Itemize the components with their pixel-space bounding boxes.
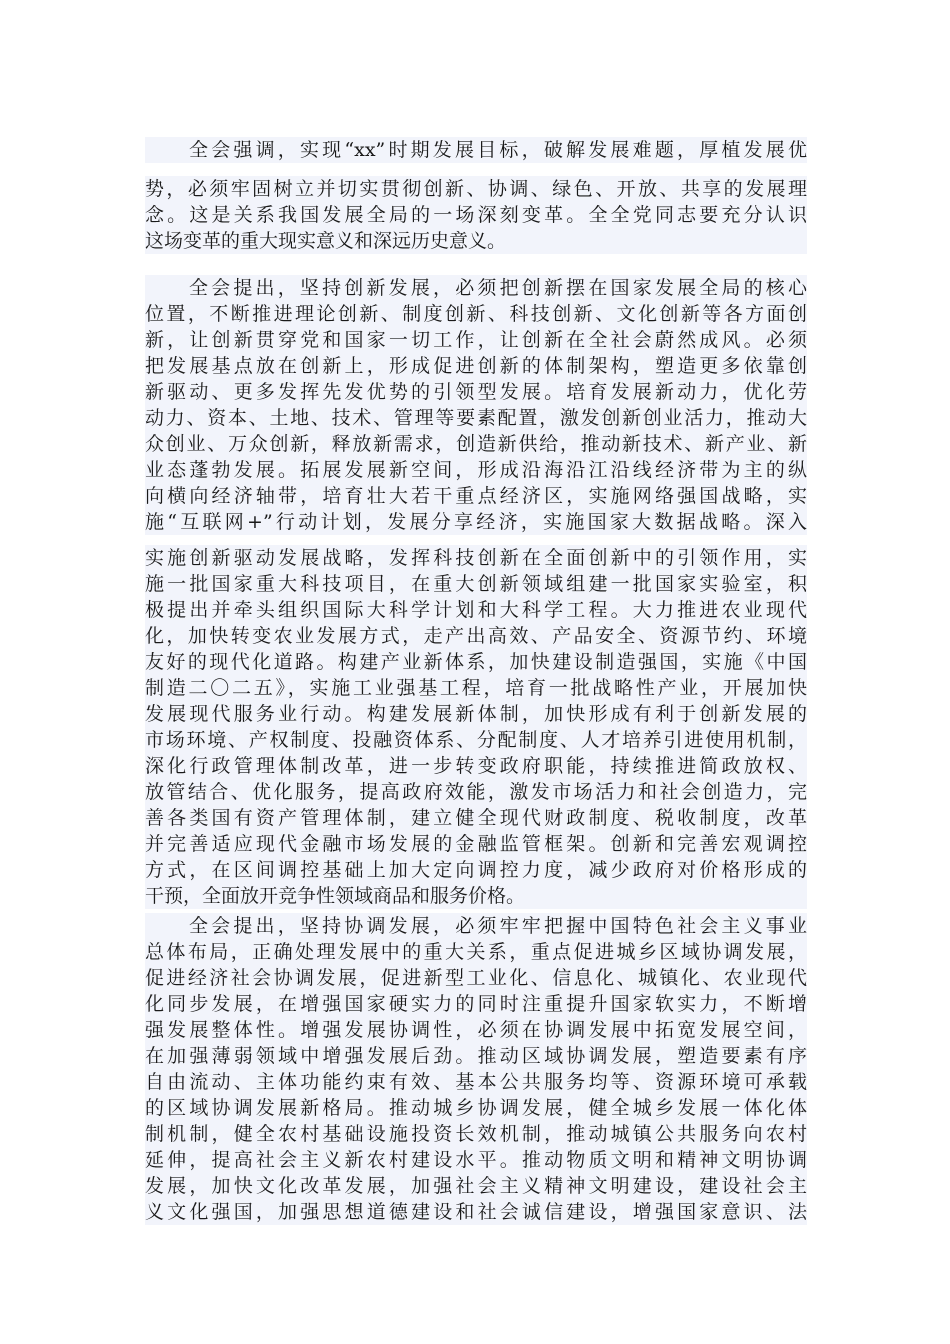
paragraph-line: 全会提出，坚持创新发展，必须把创新摆在国家发展全局的核心	[189, 277, 807, 299]
paragraph-line: 把发展基点放在创新上，形成促进创新的体制架构，塑造更多依靠创	[145, 355, 807, 377]
paragraph-line: 向横向经济轴带，培育壮大若干重点经济区，实施网络强国战略，实	[145, 485, 807, 507]
paragraph-line: 放管结合、优化服务，提高政府效能，激发市场活力和社会创造力，完	[145, 781, 807, 803]
paragraph-line: 新驱动、更多发挥先发优势的引领型发展。培育发展新动力，优化劳	[145, 381, 807, 403]
paragraph-line: 化，加快转变农业发展方式，走产出高效、产品安全、资源节约、环境	[145, 625, 807, 647]
paragraph-line: 总体布局，正确处理发展中的重大关系，重点促进城乡区域协调发展，	[145, 941, 807, 963]
paragraph-2-continued	[145, 545, 807, 909]
paragraph-line: 制造二〇二五》，实施工业强基工程，培育一批战略性产业，开展加快	[145, 677, 807, 699]
paragraph-2	[145, 275, 807, 509]
paragraph-line: 众创业、万众创新，释放新需求，创造新供给，推动新技术、新产业、新	[145, 433, 807, 455]
paragraph-line: 全会强调，实现“xx”时期发展目标，破解发展难题，厚植发展优	[189, 139, 807, 161]
paragraph-1	[145, 137, 807, 163]
paragraph-line: 深化行政管理体制改革，进一步转变政府职能，持续推进简政放权、	[145, 755, 807, 777]
paragraph-line: 义文化强国，加强思想道德建设和社会诚信建设，增强国家意识、法	[145, 1201, 807, 1223]
paragraph-line: 自由流动、主体功能约束有效、基本公共服务均等、资源环境可承载	[145, 1071, 807, 1093]
paragraph-line: 化同步发展，在增强国家硬实力的同时注重提升国家软实力，不断增	[145, 993, 807, 1015]
paragraph-line: 极提出并牵头组织国际大科学计划和大科学工程。大力推进农业现代	[145, 599, 807, 621]
paragraph-1-continued	[145, 176, 807, 254]
paragraph-line: 新，让创新贯穿党和国家一切工作，让创新在全社会蔚然成风。必须	[145, 329, 807, 351]
paragraph-line: 发展，加快文化改革发展，加强社会主义精神文明建设，建设社会主	[145, 1175, 807, 1197]
paragraph-line: 念。这是关系我国发展全局的一场深刻变革。全全党同志要充分认识	[145, 204, 807, 226]
paragraph-line: 全会提出，坚持协调发展，必须牢牢把握中国特色社会主义事业	[189, 915, 807, 937]
paragraph-line: 强发展整体性。增强发展协调性，必须在协调发展中拓宽发展空间，	[145, 1019, 807, 1041]
paragraph-2-line	[145, 509, 807, 535]
paragraph-line: 干预，全面放开竞争性领域商品和服务价格。	[145, 885, 526, 907]
paragraph-3	[145, 913, 807, 1225]
paragraph-line: 友好的现代化道路。构建产业新体系，加快建设制造强国，实施《中国	[145, 651, 807, 673]
paragraph-line: 善各类国有资产管理体制，建立健全现代财政制度、税收制度，改革	[145, 807, 807, 829]
paragraph-line: 发展现代服务业行动。构建发展新体制，加快形成有利于创新发展的	[145, 703, 807, 725]
paragraph-line: 位置，不断推进理论创新、制度创新、科技创新、文化创新等各方面创	[145, 303, 807, 325]
paragraph-line: 方式，在区间调控基础上加大定向调控力度，减少政府对价格形成的	[145, 859, 807, 881]
paragraph-line: 促进经济社会协调发展，促进新型工业化、信息化、城镇化、农业现代	[145, 967, 807, 989]
paragraph-line: 施“互联网+”行动计划，发展分享经济，实施国家大数据战略。深入	[145, 511, 807, 533]
paragraph-line: 制机制，健全农村基础设施投资长效机制，推动城镇公共服务向农村	[145, 1123, 807, 1145]
paragraph-line: 实施创新驱动发展战略，发挥科技创新在全面创新中的引领作用，实	[145, 547, 807, 569]
paragraph-line: 延伸，提高社会主义新农村建设水平。推动物质文明和精神文明协调	[145, 1149, 807, 1171]
paragraph-line: 这场变革的重大现实意义和深远历史意义。	[145, 230, 507, 252]
paragraph-line: 的区域协调发展新格局。推动城乡协调发展，健全城乡发展一体化体	[145, 1097, 807, 1119]
paragraph-line: 在加强薄弱领域中增强发展后劲。推动区域协调发展，塑造要素有序	[145, 1045, 807, 1067]
paragraph-line: 并完善适应现代金融市场发展的金融监管框架。创新和完善宏观调控	[145, 833, 807, 855]
paragraph-line: 市场环境、产权制度、投融资体系、分配制度、人才培养引进使用机制，	[145, 729, 807, 751]
paragraph-line: 动力、资本、土地、技术、管理等要素配置，激发创新创业活力，推动大	[145, 407, 807, 429]
paragraph-line: 业态蓬勃发展。拓展发展新空间，形成沿海沿江沿线经济带为主的纵	[145, 459, 807, 481]
paragraph-line: 施一批国家重大科技项目，在重大创新领域组建一批国家实验室，积	[145, 573, 807, 595]
paragraph-line: 势，必须牢固树立并切实贯彻创新、协调、绿色、开放、共享的发展理	[145, 178, 807, 200]
